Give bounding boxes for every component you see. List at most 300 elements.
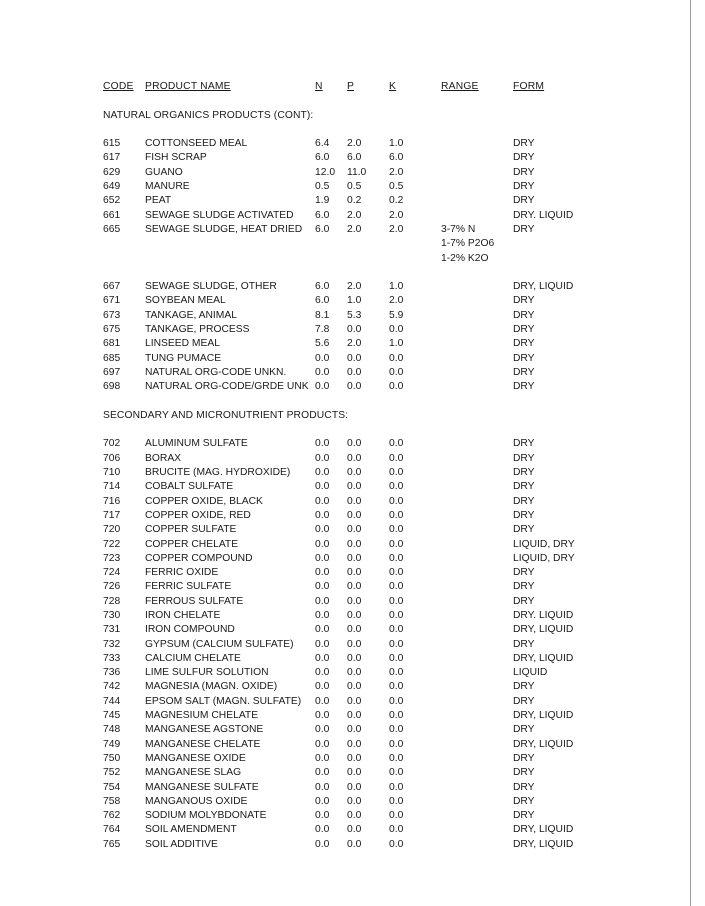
cell-range xyxy=(441,166,513,180)
cell-n: 0.0 xyxy=(315,352,330,364)
cell-range xyxy=(441,151,513,165)
table-row xyxy=(103,166,623,180)
column-header-n: N xyxy=(315,81,323,92)
cell-n: 0.0 xyxy=(315,495,330,507)
cell-n: 0.0 xyxy=(315,667,330,679)
cell-product-name: IRON COMPOUND xyxy=(145,624,235,636)
cell-form: DRY xyxy=(513,181,535,193)
cell-n: 0.0 xyxy=(315,509,330,521)
cell-form: DRY xyxy=(513,767,535,779)
column-header-range: RANGE xyxy=(441,81,479,92)
product-table-sheet xyxy=(103,80,623,852)
cell-product-name: MANGANESE AGSTONE xyxy=(145,724,264,736)
cell-form: DRY xyxy=(513,781,535,793)
cell-range xyxy=(441,538,513,552)
cell-form: DRY xyxy=(513,681,535,693)
cell-range xyxy=(441,352,513,366)
cell-code: 652 xyxy=(103,195,121,207)
cell-range xyxy=(441,723,513,737)
cell-form: DRY. LIQUID xyxy=(513,609,574,621)
cell-code: 665 xyxy=(103,223,121,235)
cell-p: 0.0 xyxy=(347,552,362,564)
table-row xyxy=(103,695,623,709)
table-row xyxy=(103,752,623,766)
cell-k xyxy=(389,237,441,251)
column-header-product-name: PRODUCT NAME xyxy=(145,81,231,92)
cell-n: 5.6 xyxy=(315,338,330,350)
cell-product-name: MAGNESIUM CHELATE xyxy=(145,710,259,722)
cell-form: LIQUID xyxy=(513,667,548,679)
cell-range xyxy=(441,323,513,337)
cell-product-name: PEAT xyxy=(145,195,172,207)
cell-product-name: TUNG PUMACE xyxy=(145,352,222,364)
cell-range xyxy=(441,838,513,852)
cell-k: 5.9 xyxy=(389,309,404,321)
cell-p: 0.0 xyxy=(347,381,362,393)
cell-form: DRY xyxy=(513,309,535,321)
cell-form: DRY, LIQUID xyxy=(513,738,574,750)
table-row xyxy=(103,552,623,566)
table-row xyxy=(103,838,623,852)
cell-form: DRY xyxy=(513,595,535,607)
cell-p: 0.0 xyxy=(347,810,362,822)
cell-range xyxy=(441,795,513,809)
cell-k: 6.0 xyxy=(389,152,404,164)
table-row xyxy=(103,337,623,351)
cell-n: 0.0 xyxy=(315,581,330,593)
cell-code xyxy=(103,237,145,251)
cell-product-name: MANGANESE SULFATE xyxy=(145,781,259,793)
cell-n: 0.0 xyxy=(315,695,330,707)
cell-p: 0.0 xyxy=(347,638,362,650)
cell-product-name: MANGANESE CHELATE xyxy=(145,738,261,750)
cell-range xyxy=(441,509,513,523)
cell-k: 0.0 xyxy=(389,824,404,836)
cell-code: 724 xyxy=(103,567,121,579)
cell-range xyxy=(441,180,513,194)
cell-product-name: FERRIC SULFATE xyxy=(145,581,232,593)
cell-p: 0.0 xyxy=(347,695,362,707)
table-row xyxy=(103,680,623,694)
cell-n: 6.4 xyxy=(315,138,330,150)
cell-p: 2.0 xyxy=(347,281,362,293)
cell-n: 0.0 xyxy=(315,552,330,564)
cell-p: 0.0 xyxy=(347,366,362,378)
cell-k: 0.0 xyxy=(389,452,404,464)
cell-form: DRY xyxy=(513,481,535,493)
cell-p: 0.2 xyxy=(347,195,362,207)
cell-p: 0.0 xyxy=(347,752,362,764)
cell-n: 0.0 xyxy=(315,638,330,650)
cell-range: 1-7% P2O6 xyxy=(441,238,495,250)
table-row xyxy=(103,480,623,494)
table-row xyxy=(103,323,623,337)
cell-k: 0.0 xyxy=(389,795,404,807)
spacer-cell xyxy=(103,123,623,137)
cell-code: 765 xyxy=(103,838,121,850)
cell-n: 6.0 xyxy=(315,223,330,235)
cell-form: DRY, LIQUID xyxy=(513,652,574,664)
cell-range xyxy=(441,652,513,666)
cell-k: 0.0 xyxy=(389,624,404,636)
cell-n: 0.0 xyxy=(315,838,330,850)
cell-n: 6.0 xyxy=(315,281,330,293)
cell-product-name: IRON CHELATE xyxy=(145,609,221,621)
cell-form: DRY xyxy=(513,795,535,807)
cell-n: 0.0 xyxy=(315,624,330,636)
table-row xyxy=(103,252,623,266)
cell-n: 7.8 xyxy=(315,324,330,336)
cell-k: 0.0 xyxy=(389,738,404,750)
cell-form: DRY xyxy=(513,381,535,393)
section-title-row xyxy=(103,109,623,123)
section-title-row xyxy=(103,409,623,423)
cell-k: 0.0 xyxy=(389,710,404,722)
cell-code: 667 xyxy=(103,281,121,293)
cell-n: 12.0 xyxy=(315,166,336,178)
cell-product-name: GUANO xyxy=(145,166,183,178)
cell-n: 0.0 xyxy=(315,538,330,550)
cell-k: 1.0 xyxy=(389,281,404,293)
cell-n: 1.9 xyxy=(315,195,330,207)
cell-code: 750 xyxy=(103,752,121,764)
cell-form: DRY xyxy=(513,166,535,178)
cell-form: DRY xyxy=(513,810,535,822)
cell-p: 0.0 xyxy=(347,609,362,621)
cell-range xyxy=(441,495,513,509)
cell-product-name xyxy=(145,237,315,251)
cell-range xyxy=(441,552,513,566)
cell-product-name: COBALT SULFATE xyxy=(145,481,234,493)
cell-code: 731 xyxy=(103,624,121,636)
cell-k: 0.0 xyxy=(389,781,404,793)
table-row xyxy=(103,223,623,237)
cell-code: 732 xyxy=(103,638,121,650)
cell-product-name: MANGANESE OXIDE xyxy=(145,752,246,764)
cell-form: DRY xyxy=(513,581,535,593)
table-row xyxy=(103,609,623,623)
cell-range xyxy=(441,280,513,294)
cell-code: 762 xyxy=(103,810,121,822)
table-row xyxy=(103,294,623,308)
table-row xyxy=(103,509,623,523)
cell-product-name: FERRIC OXIDE xyxy=(145,567,219,579)
cell-product-name: FERROUS SULFATE xyxy=(145,595,244,607)
cell-product-name: COPPER CHELATE xyxy=(145,538,239,550)
cell-p xyxy=(347,252,389,266)
row-spacer xyxy=(103,266,623,280)
table-row xyxy=(103,137,623,151)
table-row xyxy=(103,595,623,609)
cell-p: 0.0 xyxy=(347,681,362,693)
cell-p: 0.0 xyxy=(347,595,362,607)
cell-p: 0.5 xyxy=(347,181,362,193)
cell-product-name: SOYBEAN MEAL xyxy=(145,295,226,307)
cell-k: 2.0 xyxy=(389,209,404,221)
cell-k: 0.0 xyxy=(389,581,404,593)
cell-k: 0.0 xyxy=(389,724,404,736)
cell-n: 6.0 xyxy=(315,295,330,307)
cell-code: 710 xyxy=(103,467,121,479)
cell-form: LIQUID, DRY xyxy=(513,552,575,564)
cell-code: 617 xyxy=(103,152,121,164)
cell-code: 673 xyxy=(103,309,121,321)
table-row xyxy=(103,495,623,509)
table-row xyxy=(103,523,623,537)
cell-p: 0.0 xyxy=(347,438,362,450)
cell-form: DRY xyxy=(513,695,535,707)
cell-code: 736 xyxy=(103,667,121,679)
cell-code: 702 xyxy=(103,438,121,450)
table-row xyxy=(103,580,623,594)
cell-p: 5.3 xyxy=(347,309,362,321)
cell-k: 1.0 xyxy=(389,338,404,350)
cell-k: 0.0 xyxy=(389,509,404,521)
cell-range xyxy=(441,823,513,837)
table-row xyxy=(103,795,623,809)
cell-form: DRY xyxy=(513,138,535,150)
table-row xyxy=(103,738,623,752)
cell-code: 748 xyxy=(103,724,121,736)
cell-p: 0.0 xyxy=(347,824,362,836)
cell-range xyxy=(441,766,513,780)
cell-range: 3-7% N xyxy=(441,223,476,235)
cell-p: 6.0 xyxy=(347,152,362,164)
cell-form: DRY xyxy=(513,638,535,650)
cell-form: DRY. LIQUID xyxy=(513,209,574,221)
cell-range xyxy=(441,337,513,351)
product-table xyxy=(103,80,623,852)
cell-range xyxy=(441,638,513,652)
cell-p: 0.0 xyxy=(347,710,362,722)
table-row xyxy=(103,766,623,780)
cell-n xyxy=(315,252,347,266)
cell-code: 722 xyxy=(103,538,121,550)
cell-range xyxy=(441,194,513,208)
cell-range xyxy=(441,666,513,680)
cell-n: 0.0 xyxy=(315,595,330,607)
table-row xyxy=(103,809,623,823)
cell-n: 0.0 xyxy=(315,381,330,393)
cell-code: 758 xyxy=(103,795,121,807)
table-body xyxy=(103,94,623,852)
cell-n: 0.0 xyxy=(315,524,330,536)
cell-k: 0.0 xyxy=(389,810,404,822)
cell-n: 0.0 xyxy=(315,710,330,722)
section-title: SECONDARY AND MICRONUTRIENT PRODUCTS: xyxy=(103,409,349,421)
cell-code xyxy=(103,252,145,266)
cell-code: 749 xyxy=(103,738,121,750)
cell-p: 0.0 xyxy=(347,624,362,636)
cell-n: 6.0 xyxy=(315,152,330,164)
cell-form: DRY, LIQUID xyxy=(513,281,574,293)
table-row xyxy=(103,823,623,837)
cell-k: 0.0 xyxy=(389,495,404,507)
cell-code: 675 xyxy=(103,324,121,336)
cell-p: 0.0 xyxy=(347,781,362,793)
table-row xyxy=(103,566,623,580)
cell-form: DRY xyxy=(513,338,535,350)
cell-k: 0.0 xyxy=(389,366,404,378)
cell-k: 0.0 xyxy=(389,467,404,479)
cell-p: 0.0 xyxy=(347,324,362,336)
cell-product-name: LINSEED MEAL xyxy=(145,338,220,350)
cell-p: 0.0 xyxy=(347,838,362,850)
table-row xyxy=(103,781,623,795)
cell-p: 0.0 xyxy=(347,724,362,736)
cell-p: 2.0 xyxy=(347,223,362,235)
cell-form: DRY xyxy=(513,752,535,764)
cell-n: 0.0 xyxy=(315,452,330,464)
cell-k: 0.0 xyxy=(389,524,404,536)
cell-code: 661 xyxy=(103,209,121,221)
table-row xyxy=(103,623,623,637)
cell-form: LIQUID, DRY xyxy=(513,538,575,550)
cell-n: 0.0 xyxy=(315,795,330,807)
cell-p: 2.0 xyxy=(347,209,362,221)
column-header-p: P xyxy=(347,81,355,92)
cell-product-name: SEWAGE SLUDGE, OTHER xyxy=(145,281,277,293)
cell-range xyxy=(441,309,513,323)
cell-range xyxy=(441,623,513,637)
cell-k: 0.0 xyxy=(389,681,404,693)
cell-k: 2.0 xyxy=(389,295,404,307)
cell-code: 717 xyxy=(103,509,121,521)
cell-k: 2.0 xyxy=(389,223,404,235)
cell-product-name: TANKAGE, PROCESS xyxy=(145,324,250,336)
cell-p: 0.0 xyxy=(347,352,362,364)
cell-code: 714 xyxy=(103,481,121,493)
cell-form: DRY xyxy=(513,724,535,736)
cell-k: 1.0 xyxy=(389,138,404,150)
cell-product-name: MANGANOUS OXIDE xyxy=(145,795,248,807)
cell-k: 0.2 xyxy=(389,195,404,207)
table-row xyxy=(103,194,623,208)
cell-k: 0.0 xyxy=(389,752,404,764)
cell-product-name: GYPSUM (CALCIUM SULFATE) xyxy=(145,638,294,650)
table-row xyxy=(103,437,623,451)
cell-range xyxy=(441,437,513,451)
cell-code: 698 xyxy=(103,381,121,393)
cell-code: 733 xyxy=(103,652,121,664)
cell-code: 649 xyxy=(103,181,121,193)
cell-range xyxy=(441,680,513,694)
cell-range xyxy=(441,366,513,380)
cell-p: 0.0 xyxy=(347,467,362,479)
cell-k: 0.0 xyxy=(389,381,404,393)
table-row xyxy=(103,452,623,466)
cell-k: 0.0 xyxy=(389,652,404,664)
cell-form: DRY xyxy=(513,438,535,450)
cell-product-name: COPPER SULFATE xyxy=(145,524,237,536)
table-row xyxy=(103,380,623,394)
cell-p: 0.0 xyxy=(347,738,362,750)
cell-range xyxy=(441,781,513,795)
cell-product-name: SEWAGE SLUDGE ACTIVATED xyxy=(145,209,294,221)
cell-k: 0.0 xyxy=(389,638,404,650)
cell-n: 0.0 xyxy=(315,738,330,750)
spacer-cell xyxy=(103,395,623,409)
cell-code: 745 xyxy=(103,710,121,722)
cell-k: 0.0 xyxy=(389,324,404,336)
cell-range xyxy=(441,523,513,537)
table-row xyxy=(103,538,623,552)
cell-range xyxy=(441,752,513,766)
cell-code: 716 xyxy=(103,495,121,507)
cell-form: DRY, LIQUID xyxy=(513,624,574,636)
cell-code: 764 xyxy=(103,824,121,836)
cell-code: 720 xyxy=(103,524,121,536)
cell-product-name: MAGNESIA (MAGN. OXIDE) xyxy=(145,681,278,693)
cell-product-name: COPPER OXIDE, RED xyxy=(145,509,251,521)
cell-code: 728 xyxy=(103,595,121,607)
cell-code: 681 xyxy=(103,338,121,350)
cell-code: 744 xyxy=(103,695,121,707)
cell-k: 0.0 xyxy=(389,481,404,493)
cell-p: 0.0 xyxy=(347,767,362,779)
cell-range xyxy=(441,809,513,823)
cell-n: 0.5 xyxy=(315,181,330,193)
cell-product-name: MANURE xyxy=(145,181,190,193)
cell-range xyxy=(441,209,513,223)
cell-n: 8.1 xyxy=(315,309,330,321)
cell-product-name: EPSOM SALT (MAGN. SULFATE) xyxy=(145,695,302,707)
cell-k: 0.0 xyxy=(389,838,404,850)
cell-n: 0.0 xyxy=(315,567,330,579)
cell-product-name: ALUMINUM SULFATE xyxy=(145,438,248,450)
cell-n: 0.0 xyxy=(315,652,330,664)
cell-form: DRY xyxy=(513,295,535,307)
cell-k: 0.0 xyxy=(389,567,404,579)
cell-form xyxy=(513,252,623,266)
cell-p: 0.0 xyxy=(347,452,362,464)
column-header-k: K xyxy=(389,81,397,92)
cell-k: 0.0 xyxy=(389,352,404,364)
cell-k: 0.5 xyxy=(389,181,404,193)
cell-n: 0.0 xyxy=(315,481,330,493)
cell-n xyxy=(315,237,347,251)
cell-code: 671 xyxy=(103,295,121,307)
cell-p: 0.0 xyxy=(347,581,362,593)
cell-range xyxy=(441,452,513,466)
cell-product-name: FISH SCRAP xyxy=(145,152,207,164)
table-row xyxy=(103,366,623,380)
cell-product-name: NATURAL ORG-CODE/GRDE UNK xyxy=(145,381,309,393)
cell-code: 615 xyxy=(103,138,121,150)
table-row xyxy=(103,280,623,294)
table-row xyxy=(103,209,623,223)
table-header xyxy=(103,80,623,94)
cell-range xyxy=(441,380,513,394)
row-spacer xyxy=(103,423,623,437)
cell-form: DRY xyxy=(513,352,535,364)
cell-code: 706 xyxy=(103,452,121,464)
cell-form: DRY xyxy=(513,567,535,579)
spacer-cell xyxy=(103,94,623,108)
cell-form: DRY xyxy=(513,223,535,235)
cell-p: 0.0 xyxy=(347,795,362,807)
table-row xyxy=(103,309,623,323)
table-header-row xyxy=(103,80,623,94)
cell-form: DRY xyxy=(513,324,535,336)
cell-p: 0.0 xyxy=(347,495,362,507)
cell-product-name: NATURAL ORG-CODE UNKN. xyxy=(145,366,287,378)
cell-range xyxy=(441,709,513,723)
cell-form: DRY xyxy=(513,152,535,164)
cell-product-name: BRUCITE (MAG. HYDROXIDE) xyxy=(145,467,291,479)
cell-range xyxy=(441,566,513,580)
row-spacer xyxy=(103,94,623,108)
